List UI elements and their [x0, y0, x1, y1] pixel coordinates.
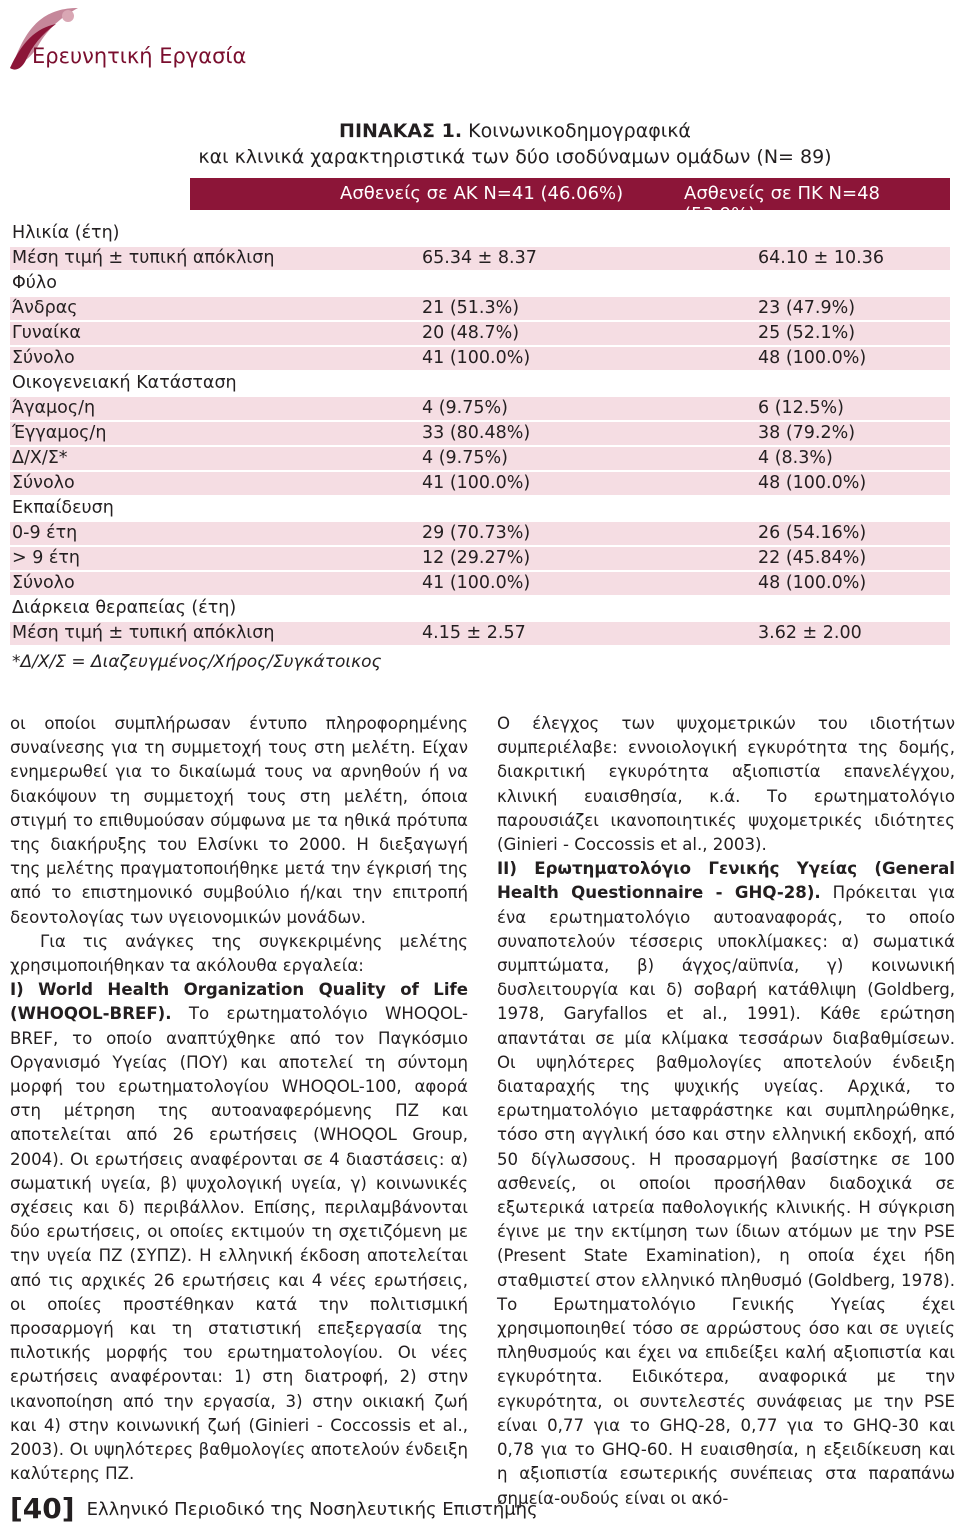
- row-label: Μέση τιμή ± τυπική απόκλιση: [12, 248, 275, 268]
- row-label: Σύνολο: [12, 348, 75, 368]
- table-row: [10, 547, 950, 570]
- table-row: [10, 422, 950, 445]
- row-label: Μέση τιμή ± τυπική απόκλιση: [12, 623, 275, 643]
- table-row: [10, 622, 950, 645]
- table-footnote: *Δ/Χ/Σ = Διαζευγμένος/Χήρος/Συγκάτοικος: [12, 652, 382, 672]
- cell-ak: 65.34 ± 8.37: [422, 248, 537, 268]
- table-row: [10, 572, 950, 595]
- row-label: Άγαμος/η: [12, 398, 96, 418]
- table-row: [10, 222, 950, 245]
- cell-pk: 22 (45.84%): [758, 548, 867, 568]
- journal-title: Ελληνικό Περιοδικό της Νοσηλευτικής Επιστήμης: [86, 1499, 538, 1520]
- column-header-pk: Ασθενείς σε ΠΚ N=48 (53.9%): [684, 183, 880, 225]
- cell-pk: 6 (12.5%): [758, 398, 844, 418]
- column-header-ak: Ασθενείς σε ΑΚ N=41 (46.06%): [340, 183, 624, 204]
- paragraph: [497, 857, 955, 1510]
- cell-pk: 48 (100.0%): [758, 473, 867, 493]
- row-label: > 9 έτη: [12, 548, 81, 568]
- table-row: [10, 597, 950, 620]
- table-title: [190, 118, 840, 170]
- cell-ak: 4 (9.75%): [422, 398, 508, 418]
- paragraph-text: Πρόκειται για ένα ερωτηματολόγιο αυτοαναφοράς, το οποίο συναποτελούν τέσσερις υποκλίμακες: α) σωματικά συμπτώματα, β) άγχος/αϋπνία, γ) κοινωνική δυσλειτουργία και δ) σοβαρή κατάθλιψη (Goldberg, 1978, Garyfallos et al., 1991). Κάθε ερώτηση απαντάται σε μία κλίμακα τεσσάρων διαβαθμίσεων. Οι υψηλότερες βαθμολογίες αποτελούν ένδειξη διαταραχής της ψυχικής υγείας. Αρχικά, το ερωτηματολόγιο μεταφράστηκε και συμπληρώθηκε, τόσο στη αγγλική όσο και στην ελληνική εκδοχή, από 50 δίγλωσσους. Η προσαρμογή βασίστηκε σε 100 ασθενείς, οι οποίοι προσήλθαν διαδοχικά σε εξωτερικά ιατρεία παθολογικής κλινικής. Η σύγκριση έγινε με την εκτίμηση των ίδιων ατόμων με την PSE (Present State Examination), η οποία έχει ήδη σταθμιστεί στον ελληνικό πληθυσμό (Goldberg, 1978). Το Ερωτηματολόγιο Γενικής Υγείας έχει χρησιμοποιηθεί τόσο σε αρρώστους όσο και σε υγιείς πληθυσμούς και έχει να επιδείξει καλή αξιοπιστία και εγκυρότητα. Ειδικότερα, αναφορικά με την εγκυρότητα, οι συντελεστές συνάφειας με την PSE είναι 0,77 για το GHQ-28, 0,77 για το GHQ-30 και 0,78 για το GHQ-60. Η ευαισθησία, η εξειδίκευση και η αξιοπιστία εσωτερικής συνέπειας στα παραπάνω σημεία-ουδούς είναι οι ακό-: [497, 883, 955, 1508]
- cell-ak: 20 (48.7%): [422, 323, 520, 343]
- table-row: [10, 522, 950, 545]
- cell-ak: 33 (80.48%): [422, 423, 531, 443]
- cell-pk: 38 (79.2%): [758, 423, 856, 443]
- paragraph: Για τις ανάγκες της συγκεκριμένης μελέτης χρησιμοποιήθηκαν τα ακόλουθα εργαλεία:: [10, 931, 468, 976]
- cell-ak: 21 (51.3%): [422, 298, 520, 318]
- subheading: I) World Health Organization Quality of Life (WHOQOL-BREF).: [10, 980, 468, 1024]
- cell-pk: 26 (54.16%): [758, 523, 867, 543]
- right-column: [497, 712, 955, 1511]
- left-column: [10, 712, 468, 1487]
- row-label: Γυναίκα: [12, 323, 81, 343]
- section-label: Ερευνητική Εργασία: [32, 44, 247, 68]
- paragraph-text: Το ερωτηματολόγιο WHOQOL-BREF, το οποίο αναπτύχθηκε από τον Παγκόσμιο Οργανισμό Υγείας (ΠΟΥ) και αποτελεί τη σύντομη μορφή του ερωτηματολογίου WHOQOL-100, αφορά στη μέτρηση της αυτοαναφερόμενης ΠΖ και αποτελείται από 26 ερωτήσεις (WHOQOL Group, 2004). Οι ερωτήσεις αναφέρονται σε 4 διαστάσεις: α) σωματική υγεία, β) ψυχολογική υγεία, γ) κοινωνικές σχέσεις και δ) περιβάλλον. Επίσης, περιλαμβάνονται δύο ερωτήσεις, οι οποίες εκτιμούν τη σχετιζόμενη με την υγεία ΠΖ (ΣΥΠΖ). Η ελληνική έκδοση αποτελείται από τις αρχικές 26 ερωτήσεις και 4 νέες ερωτήσεις, οι οποίες προστέθηκαν κατά την πολιτισμική προσαρμογή και τη στατιστική επεξεργασία της πιλοτικής μορφής του ερωτηματολογίου. Οι νέες ερωτήσεις αναφέρονται: 1) στη διατροφή, 2) στην ικανοποίηση από την εργασία, 3) στην οικιακή ζωή και 4) στην κοινωνική ζωή (Ginieri - Coccossis et al., 2003). Οι υψηλότερες βαθμολογίες αποτελούν ένδειξη καλύτερης ΠΖ.: [10, 1004, 469, 1484]
- paragraph: [10, 978, 468, 1486]
- cell-pk: 3.62 ± 2.00: [758, 623, 862, 643]
- cell-pk: 25 (52.1%): [758, 323, 856, 343]
- row-label: Δ/Χ/Σ*: [12, 448, 68, 468]
- row-label: 0-9 έτη: [12, 523, 78, 543]
- table-title-label: ΠΙΝΑΚΑΣ 1.: [339, 120, 463, 142]
- cell-ak: 41 (100.0%): [422, 573, 531, 593]
- row-label: Εκπαίδευση: [12, 498, 114, 518]
- table-row: [10, 372, 950, 395]
- cell-ak: 4.15 ± 2.57: [422, 623, 526, 643]
- row-label: Σύνολο: [12, 473, 75, 493]
- row-label: Διάρκεια θεραπείας (έτη): [12, 598, 237, 618]
- table-row: [10, 472, 950, 495]
- paragraph: οι οποίοι συμπλήρωσαν έντυπο πληροφορημένης συναίνεσης για τη συμμετοχή τους στη μελέτη. Είχαν ενημερωθεί για το δικαίωμά τους να αρνηθούν ή να διακόψουν τη συμμετοχή τους στη μελέτη, όποια στιγμή το επιθυμούσαν σύμφωνα με τα ηθικά πρότυπα της διακήρυξης του Ελσίνκι το 2000. Η διεξαγωγή της μελέτης πραγματοποιήθηκε μετά την έγκρισή της από το επιστημονικό συμβούλιο ή/και την επιτροπή δεοντολογίας των υγειονομικών μονάδων.: [10, 714, 468, 927]
- paragraph: Ο έλεγχος των ψυχομετρικών του ιδιοτήτων συμπεριέλαβε: εννοιολογική εγκυρότητα της δομής, διακριτική εγκυρότητα αξιοπιστία επανελέγχου, κλινική ευαισθησία, κ.ά. Το ερωτηματολόγιο παρουσιάζει ικανοποιητικές ψυχομετρικές ιδιότητες (Ginieri - Coccossis et al., 2003).: [497, 714, 955, 855]
- cell-pk: 23 (47.9%): [758, 298, 856, 318]
- page-number: [40]: [10, 1492, 75, 1525]
- row-label: Ηλικία (έτη): [12, 223, 120, 243]
- table-row: [10, 497, 950, 520]
- table-title-text: Κοινωνικοδημογραφικά: [468, 120, 691, 142]
- cell-pk: 4 (8.3%): [758, 448, 833, 468]
- table-row: [10, 272, 950, 295]
- table-row: [10, 397, 950, 420]
- table-row: [10, 247, 950, 270]
- row-label: Φύλο: [12, 273, 57, 293]
- table-row: [10, 347, 950, 370]
- cell-ak: 12 (29.27%): [422, 548, 531, 568]
- cell-ak: 41 (100.0%): [422, 473, 531, 493]
- table-row: [10, 447, 950, 470]
- cell-pk: 64.10 ± 10.36: [758, 248, 884, 268]
- row-label: Έγγαμος/η: [12, 423, 107, 443]
- page-footer: [10, 1492, 538, 1525]
- table-row: [10, 322, 950, 345]
- cell-ak: 29 (70.73%): [422, 523, 531, 543]
- table-row: [10, 297, 950, 320]
- subheading: II) Ερωτηματολόγιο Γενικής Υγείας (General Health Questionnaire - GHQ-28).: [497, 859, 955, 903]
- row-label: Σύνολο: [12, 573, 75, 593]
- row-label: Άνδρας: [12, 298, 78, 318]
- table-header: [190, 178, 950, 225]
- cell-ak: 41 (100.0%): [422, 348, 531, 368]
- table-title-line2: και κλινικά χαρακτηριστικά των δύο ισοδύναμων ομάδων (N= 89): [198, 146, 832, 168]
- cell-ak: 4 (9.75%): [422, 448, 508, 468]
- cell-pk: 48 (100.0%): [758, 348, 867, 368]
- cell-pk: 48 (100.0%): [758, 573, 867, 593]
- row-label: Οικογενειακή Κατάσταση: [12, 373, 237, 393]
